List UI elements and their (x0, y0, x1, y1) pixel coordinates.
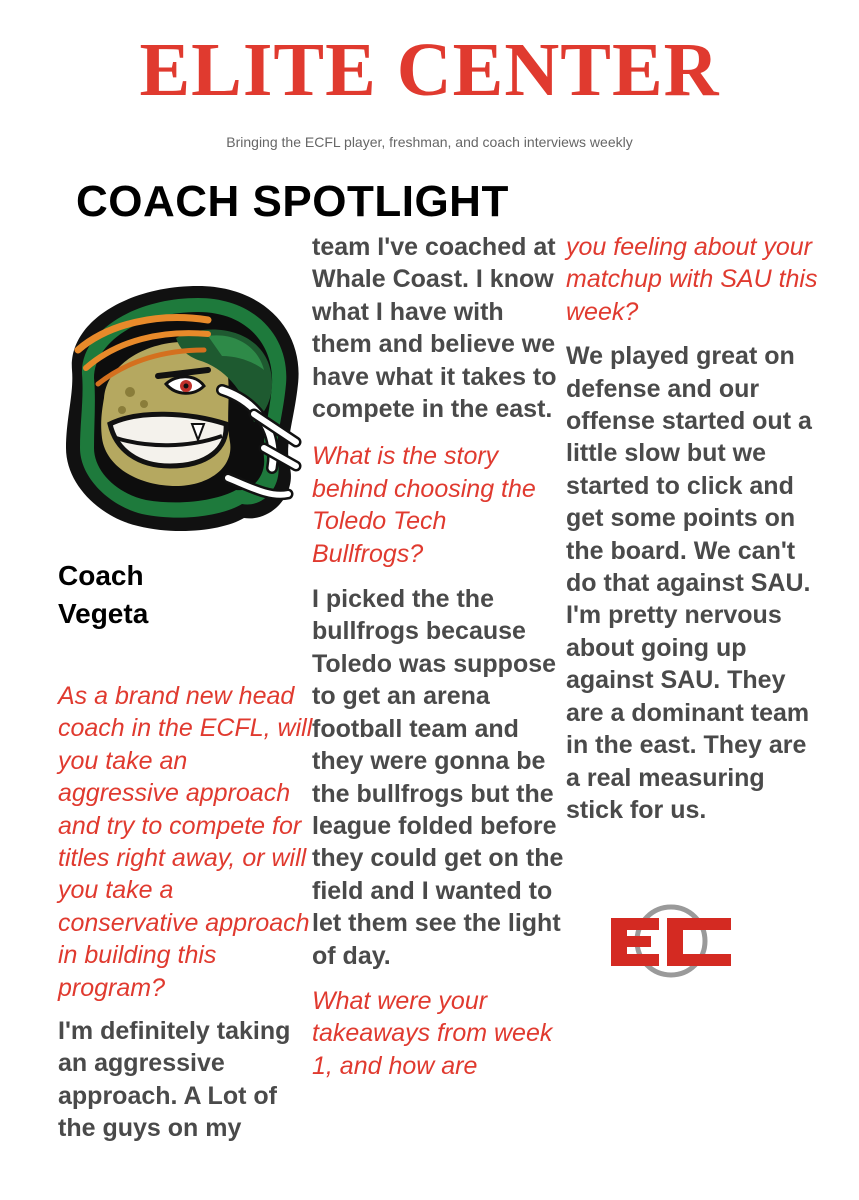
bullfrog-mascot-icon (58, 272, 310, 540)
coach-name-line-1: Coach (58, 560, 144, 591)
question-1: As a brand new head coach in the ECFL, will you take an aggressive approach and try to compete for titles right away, or will you take a conservative approach in building this program? (58, 682, 313, 1002)
column-1 (58, 557, 314, 1145)
masthead-title: ELITE CENTER (139, 28, 720, 112)
question-2: What is the story behind choosing the Toledo Tech Bullfrogs? (312, 442, 536, 568)
ec-logo-text: EC (605, 902, 607, 903)
question-3-part-1: What were your takeaways from week 1, and how are (312, 986, 553, 1080)
answer-3: We played great on defense and our offense started out a little slow but we started to click and get some points on the board. We can't do that against SAU. I'm pretty nervous about going up against SAU. They are a dominant team in the east. They are a real measuring stick for us. (566, 342, 812, 824)
column-3 (566, 231, 824, 826)
coach-name (58, 557, 314, 633)
section-heading: COACH SPOTLIGHT (76, 177, 509, 226)
question-3-part-2: you feeling about your matchup with SAU this week? (566, 233, 818, 326)
answer-1-part-1: I'm definitely taking an aggressive approach. A Lot of the guys on my (58, 1017, 291, 1143)
ec-monogram-icon (605, 902, 737, 980)
answer-2: I picked the the bullfrogs because Toledo was suppose to get an arena football team and they were gonna be the bullfrogs but the league folded before they could get on the field and I wanted to let them see the light of day. (312, 585, 564, 970)
masthead-tagline: Bringing the ECFL player, freshman, and coach interviews weekly (226, 134, 633, 150)
coach-name-line-2: Vegeta (58, 598, 149, 629)
column-2 (312, 231, 564, 1082)
answer-1-part-2: team I've coached at Whale Coast. I know what I have with them and believe we have what it takes to compete in the east. (312, 233, 557, 424)
